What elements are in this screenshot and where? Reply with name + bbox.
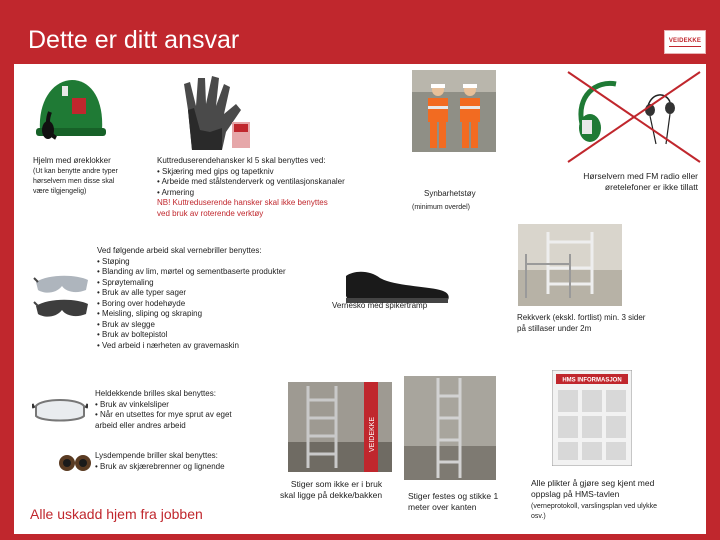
hms-board-title: HMS INFORMASJON bbox=[562, 377, 622, 384]
goggles-line: • Ved arbeid i nærheten av gravemaskin bbox=[97, 340, 239, 350]
goggles-line: • Meisling, sliping og skraping bbox=[97, 309, 203, 318]
goggles-line: • Støping bbox=[97, 256, 130, 266]
darkgoggles-line: Lysdempende briller skal benyttes: bbox=[95, 451, 218, 460]
darkgoggles-line: • Bruk av skjærebrenner og lignende bbox=[95, 461, 225, 471]
gloves-line: Kuttreduserendehansker kl 5 skal benyttes ved: bbox=[157, 156, 326, 165]
page-title: Dette er ditt ansvar bbox=[28, 26, 240, 54]
welding-goggles-icon bbox=[58, 452, 92, 474]
fullgoggles-line: Heldekkende brilles skal benyttes: bbox=[95, 389, 216, 398]
goggles-line: • Boring over hodehøyde bbox=[97, 298, 186, 308]
fullgoggles-line: • Bruk av vinkelsliper bbox=[95, 399, 169, 409]
hms-board-photo bbox=[552, 370, 632, 466]
gloves-info bbox=[157, 156, 345, 219]
safety-shoe-icon bbox=[340, 266, 452, 306]
ladder2-line: Stiger festes og stikke 1 bbox=[408, 491, 499, 501]
visibility-note: (minimum overdel) bbox=[412, 204, 470, 211]
goggles-text bbox=[97, 246, 286, 351]
helmet-label: Hjelm med øreklokker bbox=[33, 156, 111, 165]
ladder1-line: skal ligge på dekke/bakken bbox=[280, 489, 383, 500]
gloves-warning: NB! Kuttreduserende hansker skal ikke benyttes bbox=[157, 198, 328, 207]
railing-text bbox=[517, 313, 645, 334]
gloves-line: • Armering bbox=[157, 187, 195, 197]
hearing-line: Hørselvern med FM radio eller bbox=[583, 171, 698, 181]
hms-note-line: osv.) bbox=[531, 513, 546, 520]
veidekke-logo bbox=[664, 30, 706, 54]
ladder2-line: meter over kanten bbox=[408, 501, 477, 512]
railing-line: Rekkverk (ekskl. fortlist) min. 3 sider bbox=[517, 313, 646, 322]
helmet-note bbox=[33, 167, 118, 197]
logo-text: VEIDEKKE bbox=[668, 38, 702, 44]
fullgoggles-line: arbeid eller andres arbeid bbox=[95, 420, 186, 430]
helmet-note-line: hørselvern men disse skal bbox=[33, 178, 115, 185]
ladder2-text bbox=[408, 491, 498, 512]
darkgoggles-text bbox=[95, 451, 225, 472]
no-radio-headset-icon bbox=[566, 70, 702, 164]
gloves-line: • Skjæring med gips og tapetkniv bbox=[157, 166, 274, 176]
ladder1-text bbox=[280, 479, 382, 500]
hms-note-line: (verneprotokoll, varslingsplan ved ulykke bbox=[531, 503, 658, 510]
fullgoggles-text bbox=[95, 389, 232, 431]
logo-rule bbox=[669, 46, 701, 47]
goggles-line: • Blanding av lim, mørtel og sementbaserte produkter bbox=[97, 267, 286, 276]
fullgoggles-line: • Når en utsettes for mye sprut av eget bbox=[95, 410, 232, 419]
hms-line: oppslag på HMS-tavlen bbox=[531, 488, 620, 499]
workers-photo bbox=[412, 70, 496, 152]
footer-slogan: Alle uskadd hjem fra jobben bbox=[30, 506, 203, 522]
helmet-icon bbox=[32, 72, 110, 148]
helmet-note-line: være tilgjengelig) bbox=[33, 188, 87, 195]
ladder-storage-photo bbox=[288, 382, 392, 472]
hms-note bbox=[531, 502, 657, 522]
full-goggles-icon bbox=[32, 394, 88, 424]
goggles-line: • Bruk av boltepistol bbox=[97, 330, 168, 339]
ladder-secured-photo bbox=[404, 376, 496, 480]
ladder1-line: Stiger som ikke er i bruk bbox=[290, 479, 383, 489]
shoes-label: Vernesko med spikertramp bbox=[332, 301, 428, 310]
goggles-line: • Bruk av alle typer sager bbox=[97, 288, 187, 297]
gloves-warning: ved bruk av roterende verktøy bbox=[157, 208, 264, 218]
hearing-line: øretelefoner er ikke tillatt bbox=[604, 181, 698, 192]
visibility-label: Synbarhetstøy bbox=[424, 189, 476, 198]
hms-text bbox=[531, 478, 654, 499]
goggles-line: • Sprøytemaling bbox=[97, 277, 154, 287]
goggles-line: • Bruk av slegge bbox=[97, 319, 155, 329]
railing-line: på stillaser under 2m bbox=[517, 323, 592, 333]
glove-icon bbox=[170, 70, 254, 154]
safety-glasses-icon bbox=[32, 268, 92, 324]
helmet-note-line: (Ut kan benytte andre typer bbox=[33, 168, 118, 175]
hearing-text bbox=[583, 171, 698, 192]
scaffold-photo bbox=[518, 224, 622, 306]
goggles-line: Ved følgende arbeid skal vernebriller benyttes: bbox=[97, 246, 262, 255]
ladder-brand-label: VEIDEKKE bbox=[369, 416, 376, 452]
hms-line: Alle plikter å gjøre seg kjent med bbox=[531, 478, 655, 488]
gloves-line: • Arbeide med stålstenderverk og ventilasjonskanaler bbox=[157, 177, 345, 186]
